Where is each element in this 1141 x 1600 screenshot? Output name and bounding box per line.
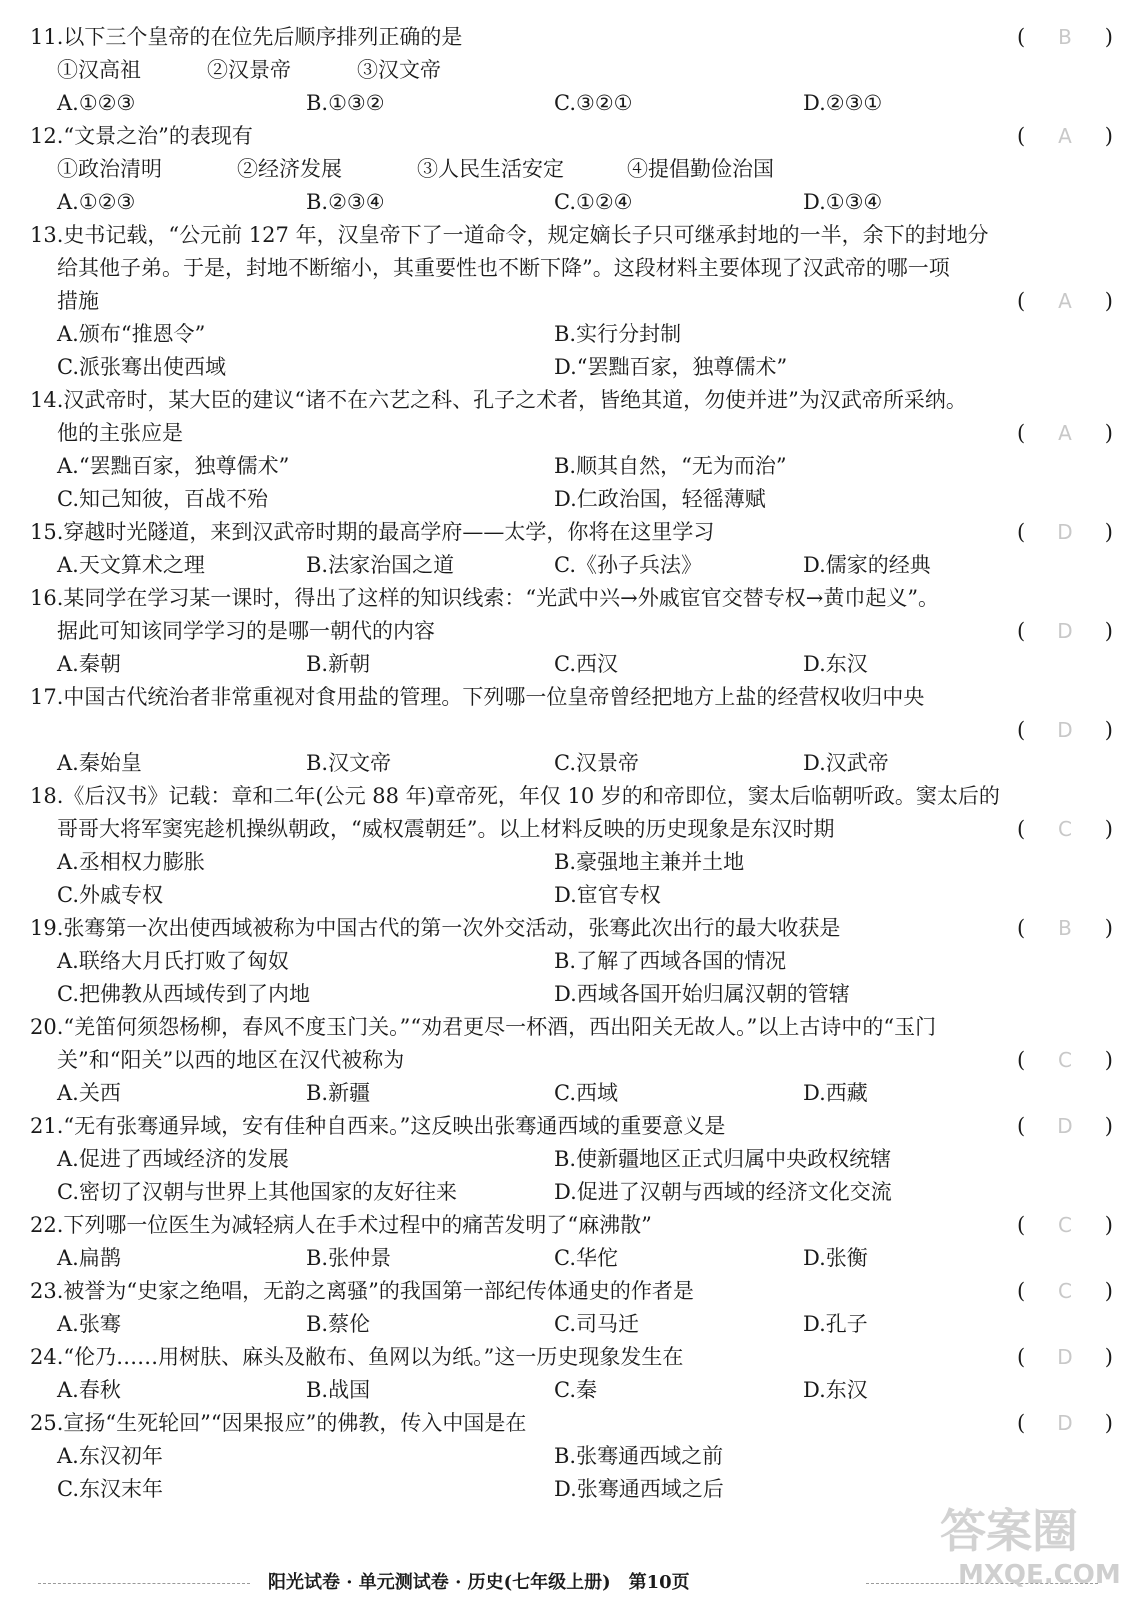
option-b: B.蔡伦 [306,1312,371,1336]
option-b: B.战国 [306,1378,371,1402]
question-25-stem: 25.宣扬“生死轮回”“因果报应”的佛教，传入中国是在 [30,1411,527,1435]
question-15-stem-line [0,516,1141,549]
question-21-stem-line [0,1110,1141,1143]
question-11-stem: 11.以下三个皇帝的在位先后顺序排列正确的是 [30,25,463,49]
option-b: B.顺其自然，“无为而治” [554,454,787,478]
question-20-stem-cont: 关”和“阳关”以西的地区在汉代被称为 [57,1048,405,1072]
question-13-options [0,351,1141,384]
question-18-options [0,879,1141,912]
question-20-options [0,1077,1141,1110]
option-a: A.①②③ [57,91,136,115]
option-d: D.“罢黜百家，独尊儒术” [554,355,788,379]
option-b: B.新疆 [306,1081,371,1105]
option-d: D.①③④ [803,190,883,214]
option-c: C.①②④ [554,190,633,214]
question-11-statements [0,54,1141,87]
question-25-answer: D [1057,1411,1073,1435]
question-14-answer-box: ( A ) [1017,417,1113,450]
question-23-options [0,1308,1141,1341]
option-d: D.仁政治国，轻徭薄赋 [554,487,766,511]
question-25-answer-box: ( D ) [1017,1407,1113,1440]
question-19-options [0,978,1141,1011]
statement: ②经济发展 [237,157,342,181]
question-20-stem-line [0,1011,1141,1044]
option-b: B.了解了西域各国的情况 [554,949,787,973]
question-18-stem-cont: 哥哥大将军窦宪趁机操纵朝政，“威权震朝廷”。以上材料反映的历史现象是东汉时期 [57,817,835,841]
question-16-stem-cont: 据此可知该同学学习的是哪一朝代的内容 [57,619,435,643]
option-d: D.宦官专权 [554,883,661,907]
question-17-answer-line [0,714,1141,747]
question-18-options [0,846,1141,879]
option-c: C.③②① [554,91,633,115]
question-18-stem: 18.《后汉书》记载：章和二年(公元 88 年)章帝死，年仅 10 岁的和帝即位，窦太后临朝听政。窦太后的 [30,784,1000,808]
question-15-options [0,549,1141,582]
option-c: C.知己知彼，百战不殆 [57,487,268,511]
question-13-stem: 13.史书记载，“公元前 127 年，汉皇帝下了一道命令，规定嫡长子只可继承封地的一半，余下的封地分 [30,223,989,247]
question-12-stem: 12.“文景之治”的表现有 [30,124,253,148]
option-b: B.②③④ [306,190,385,214]
question-18-stem-line [0,813,1141,846]
question-20-answer-box: ( C ) [1017,1044,1113,1077]
option-b: B.汉文帝 [306,751,392,775]
option-a: A.秦始皇 [57,751,142,775]
question-25-stem-line [0,1407,1141,1440]
question-11-answer-box: ( B ) [1017,21,1113,54]
question-15-answer-box: ( D ) [1017,516,1113,549]
option-b: B.张骞通西域之前 [554,1444,724,1468]
option-a: A.关西 [57,1081,121,1105]
option-b: B.①③② [306,91,385,115]
question-21-answer: D [1057,1114,1073,1138]
question-22-options [0,1242,1141,1275]
option-b: B.法家治国之道 [306,553,455,577]
statement: ①汉高祖 [57,58,141,82]
statement: ②汉景帝 [207,58,291,82]
question-14-stem-cont: 他的主张应是 [57,421,183,445]
question-13-stem-line [0,219,1141,252]
question-22-answer-box: ( C ) [1017,1209,1113,1242]
question-19-answer-box: ( B ) [1017,912,1113,945]
option-c: C.《孙子兵法》 [554,553,702,577]
question-13-stem-cont: 给其他子弟。于是，封地不断缩小，其重要性也不断下降”。这段材料主要体现了汉武帝的哪一项 [57,256,950,280]
option-a: A.促进了西域经济的发展 [57,1147,289,1171]
question-13-stem-line [0,252,1141,285]
option-a: A.秦朝 [57,652,121,676]
option-d: D.张衡 [803,1246,868,1270]
question-24-answer: D [1057,1345,1073,1369]
question-16-answer: D [1057,619,1073,643]
option-b: B.张仲景 [306,1246,392,1270]
question-12-answer: A [1058,124,1072,148]
question-18-answer-box: ( C ) [1017,813,1113,846]
question-15-answer: D [1057,520,1073,544]
question-23-answer-box: ( C ) [1017,1275,1113,1308]
question-21-stem: 21.“无有张骞通异域，安有佳种自西来。”这反映出张骞通西域的重要意义是 [30,1114,726,1138]
footer-text: 阳光试卷 · 单元测试卷 · 历史(七年级上册) 第10页 [268,1572,690,1593]
option-d: D.西域各国开始归属汉朝的管辖 [554,982,850,1006]
question-12-stem-line [0,120,1141,153]
question-12-options [0,186,1141,219]
question-17-stem: 17.中国古代统治者非常重视对食用盐的管理。下列哪一位皇帝曾经把地方上盐的经营权收归中央 [30,685,925,709]
option-a: A.张骞 [57,1312,121,1336]
question-16-stem: 16.某同学在学习某一课时，得出了这样的知识线索：“光武中兴→外戚宦官交替专权→黄巾起义”。 [30,586,940,610]
option-a: A.“罢黜百家，独尊儒术” [57,454,290,478]
question-20-stem: 20.“羌笛何须怨杨柳，春风不度玉门关。”“劝君更尽一杯酒，西出阳关无故人。”以上古诗中的“玉门 [30,1015,937,1039]
option-d: D.西藏 [803,1081,868,1105]
question-14-stem: 14.汉武帝时，某大臣的建议“诸不在六艺之科、孔子之术者，皆绝其道，勿使并进”为汉武帝所采纳。 [30,388,967,412]
question-15-stem: 15.穿越时光隧道，来到汉武帝时期的最高学府——太学，你将在这里学习 [30,520,715,544]
option-a: A.扁鹊 [57,1246,121,1270]
question-16-stem-line [0,615,1141,648]
question-14-options [0,483,1141,516]
question-17-answer: D [1057,718,1073,742]
question-22-stem: 22.下列哪一位医生为减轻病人在手术过程中的痛苦发明了“麻沸散” [30,1213,652,1237]
option-c: C.密切了汉朝与世界上其他国家的友好往来 [57,1180,457,1204]
question-21-options [0,1143,1141,1176]
option-b: B.新朝 [306,652,371,676]
option-d: D.孔子 [803,1312,868,1336]
option-c: C.把佛教从西域传到了内地 [57,982,310,1006]
question-21-answer-box: ( D ) [1017,1110,1113,1143]
option-d: D.促进了汉朝与西域的经济文化交流 [554,1180,892,1204]
option-c: C.西汉 [554,652,618,676]
question-23-stem: 23.被誉为“史家之绝唱，无韵之离骚”的我国第一部纪传体通史的作者是 [30,1279,694,1303]
question-16-answer-box: ( D ) [1017,615,1113,648]
watermark-logo-text: 答案圈 [940,1504,1078,1558]
question-18-answer: C [1058,817,1072,841]
question-19-options [0,945,1141,978]
option-c: C.华佗 [554,1246,618,1270]
question-24-answer-box: ( D ) [1017,1341,1113,1374]
question-17-options [0,747,1141,780]
option-a: A.①②③ [57,190,136,214]
question-16-stem-line [0,582,1141,615]
watermark-url: MXQE.COM [958,1560,1121,1590]
question-25-options [0,1473,1141,1506]
question-23-stem-line [0,1275,1141,1308]
question-24-stem: 24.“伦乃……用树肤、麻头及敝布、鱼网以为纸。”这一历史现象发生在 [30,1345,684,1369]
question-13-answer-box: ( A ) [1017,285,1113,318]
option-c: C.东汉末年 [57,1477,163,1501]
question-19-answer: B [1058,916,1072,940]
option-b: B.使新疆地区正式归属中央政权统辖 [554,1147,892,1171]
question-12-statements [0,153,1141,186]
option-a: A.颁布“推恩令” [57,322,206,346]
option-c: C.外戚专权 [57,883,163,907]
question-13-answer: A [1058,289,1072,313]
option-b: B.豪强地主兼并土地 [554,850,745,874]
question-19-stem-line [0,912,1141,945]
option-d: D.儒家的经典 [803,553,931,577]
statement: ③人民生活安定 [417,157,564,181]
statement: ③汉文帝 [357,58,441,82]
option-d: D.张骞通西域之后 [554,1477,724,1501]
question-14-stem-line [0,417,1141,450]
question-22-stem-line [0,1209,1141,1242]
question-17-answer-box: ( D ) [1017,714,1113,747]
option-c: C.派张骞出使西域 [57,355,226,379]
option-a: A.天文算术之理 [57,553,205,577]
option-b: B.实行分封制 [554,322,682,346]
question-20-answer: C [1058,1048,1072,1072]
question-24-stem-line [0,1341,1141,1374]
option-c: C.秦 [554,1378,597,1402]
question-11-answer: B [1058,25,1072,49]
question-11-stem-line [0,21,1141,54]
question-25-options [0,1440,1141,1473]
question-19-stem: 19.张骞第一次出使西域被称为中国古代的第一次外交活动，张骞此次出行的最大收获是 [30,916,841,940]
option-a: A.联络大月氏打败了匈奴 [57,949,289,973]
option-d: D.东汉 [803,1378,868,1402]
question-12-answer-box: ( A ) [1017,120,1113,153]
option-d: D.东汉 [803,652,868,676]
option-d: D.汉武帝 [803,751,889,775]
option-c: C.汉景帝 [554,751,639,775]
option-c: C.司马迁 [554,1312,639,1336]
question-13-stem-cont: 措施 [57,289,99,313]
question-13-stem-line [0,285,1141,318]
question-16-options [0,648,1141,681]
question-14-stem-line [0,384,1141,417]
question-21-options [0,1176,1141,1209]
option-c: C.西域 [554,1081,618,1105]
option-a: A.丞相权力膨胀 [57,850,205,874]
question-24-options [0,1374,1141,1407]
question-20-stem-line [0,1044,1141,1077]
question-14-options [0,450,1141,483]
watermark-logo [940,1506,1130,1598]
question-17-stem-line [0,681,1141,714]
question-14-answer: A [1058,421,1072,445]
question-13-options [0,318,1141,351]
option-a: A.东汉初年 [57,1444,163,1468]
question-18-stem-line [0,780,1141,813]
question-23-answer: C [1058,1279,1072,1303]
statement: ④提倡勤俭治国 [627,157,774,181]
footer-divider [38,1583,250,1584]
option-d: D.②③① [803,91,883,115]
question-22-answer: C [1058,1213,1072,1237]
option-a: A.春秋 [57,1378,121,1402]
question-11-options [0,87,1141,120]
statement: ①政治清明 [57,157,162,181]
